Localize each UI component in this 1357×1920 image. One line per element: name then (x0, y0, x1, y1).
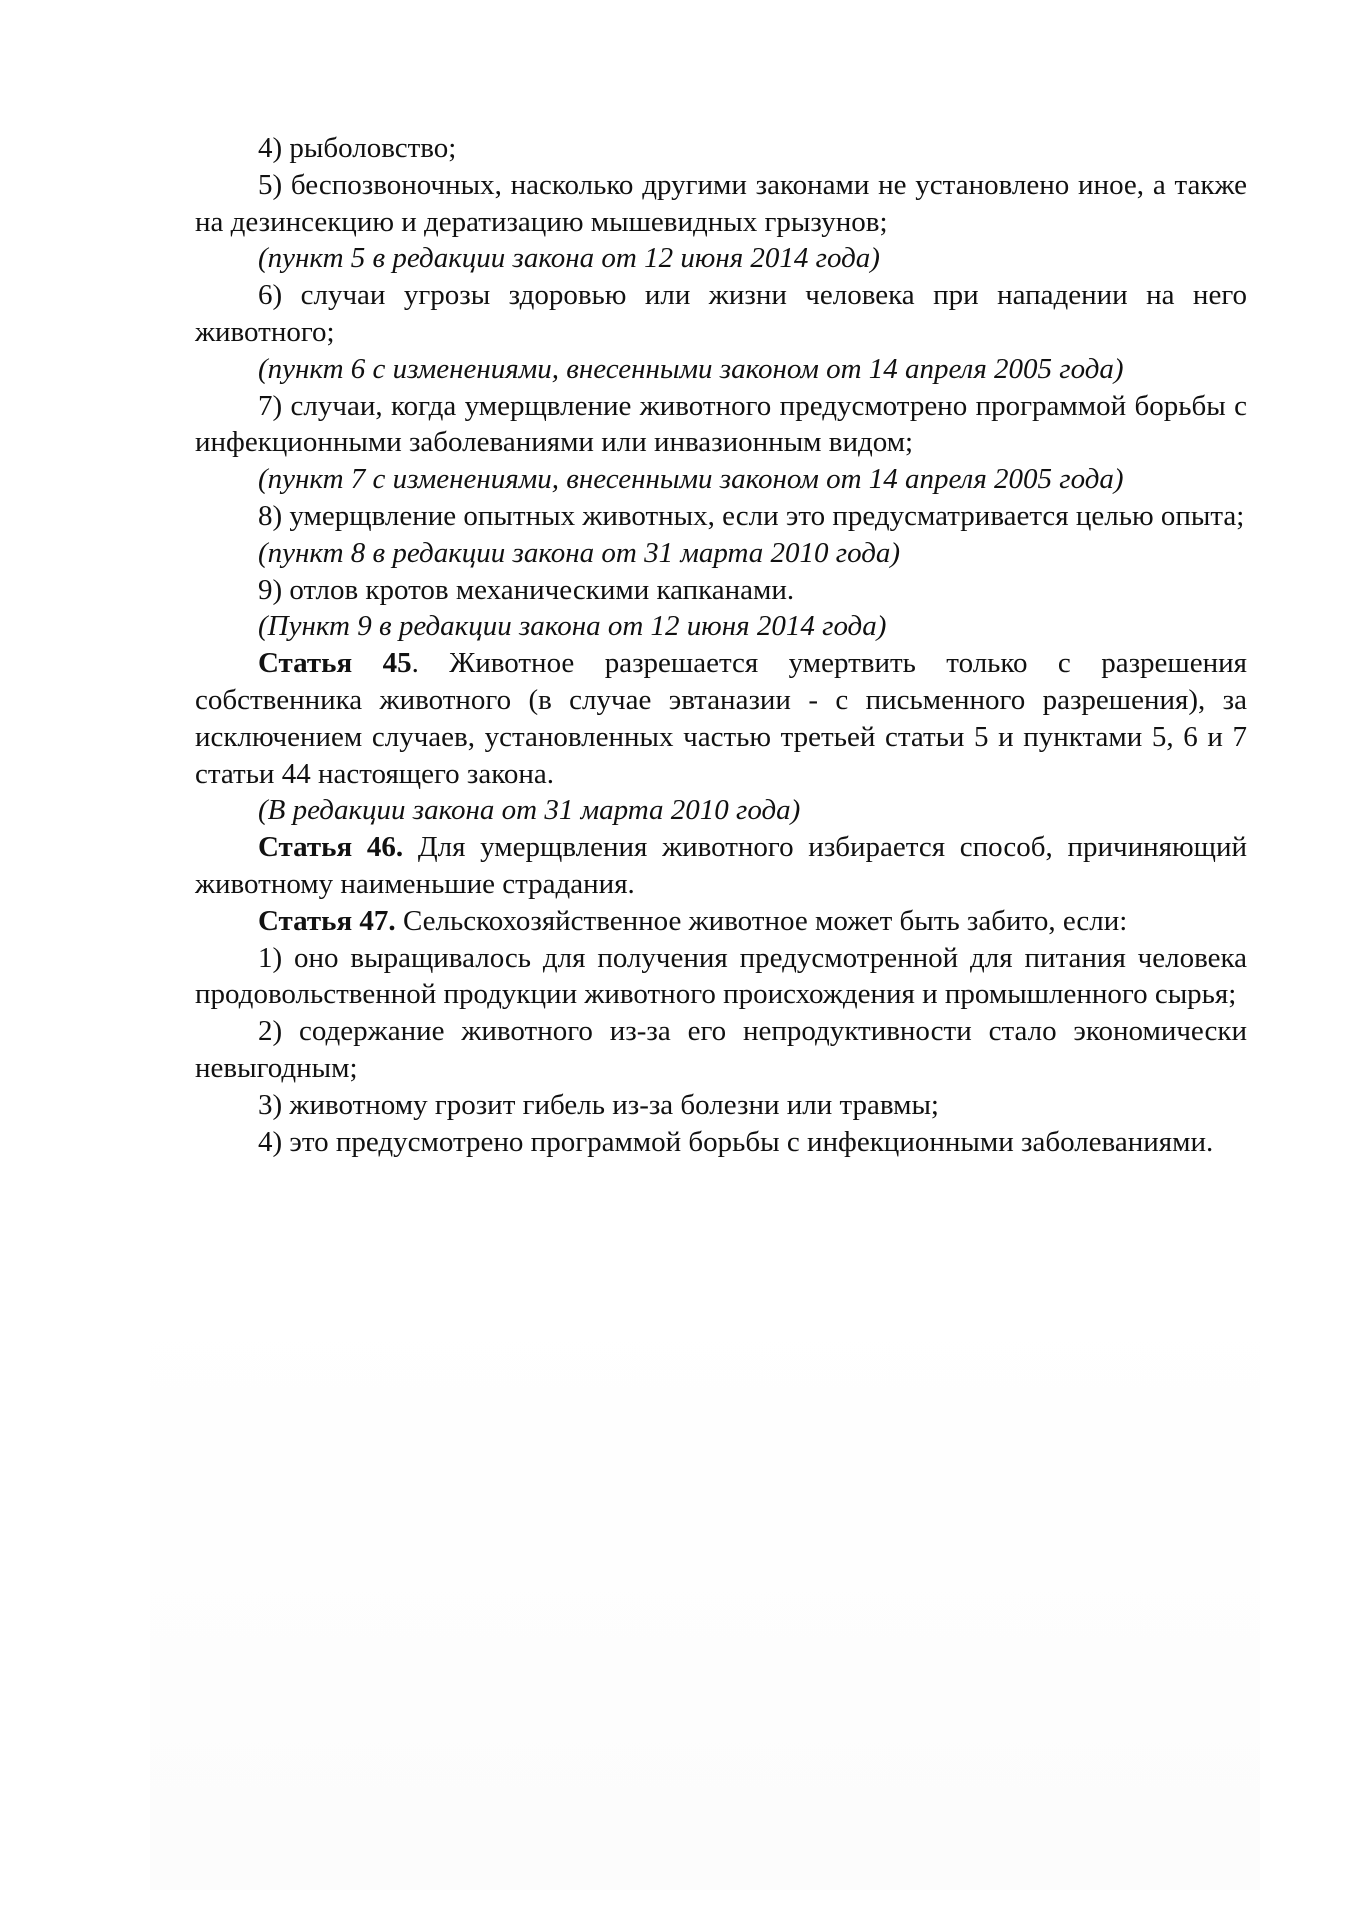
article-47-text: Сельскохозяйственное животное может быть забито, если: (395, 904, 1128, 937)
article-46-text: Для умерщвления животного избирается способ, причиняющий животному наименьшие страдания. (195, 831, 1247, 900)
note-item-8: (пункт 8 в редакции закона от 31 марта 2010 года) (258, 536, 901, 569)
item-4-fishing: 4) рыболовство; (258, 132, 457, 164)
article-45 (195, 645, 1247, 792)
article-47-item-3: 3) животному грозит гибель из-за болезни или травмы; (258, 1088, 939, 1121)
article-47-item-2: 2) содержание животного из-за его непродуктивности стало экономически невыгодным; (195, 1015, 1247, 1084)
note-item-5: (пункт 5 в редакции закона от 12 июня 2014 года) (258, 242, 880, 275)
article-47-item-1: 1) оно выращивалось для получения предусмотренной для питания человека продовольственной продукции животного происхождения и промышленного сырья; (195, 941, 1247, 1011)
item-9-moles: 9) отлов кротов механическими капканами. (258, 573, 795, 606)
scan-background (150, 1290, 1260, 1890)
article-45-text: . Животное разрешается умертвить только с разрешения собственника животного (в случае эвтаназии - с письменного разрешения), за исключением случаев, установленных частью третьей статьи 5 и пунктами 5, 6 и 7 статьи 44 настоящего закона. (195, 647, 1247, 790)
article-47 (195, 903, 1247, 940)
article-46-heading: Статья 46. (258, 831, 404, 864)
note-item-6: (пункт 6 с изменениями, внесенными законом от 14 апреля 2005 года) (258, 352, 1124, 385)
item-6-threat: 6) случаи угрозы здоровью или жизни человека при нападении на него животного; (195, 279, 1247, 348)
note-article-45: (В редакции закона от 31 марта 2010 года) (258, 794, 801, 827)
article-45-heading: Статья 45 (258, 647, 412, 680)
item-7-program: 7) случаи, когда умерщвление животного предусмотрено программой борьбы с инфекционными заболеваниями или инвазионным видом; (195, 389, 1247, 459)
document-page (195, 130, 1247, 1160)
item-5-invertebrates: 5) беспозвоночных, насколько другими законами не установлено иное, а также на дезинсекцию и дератизацию мышевидных грызунов; (195, 168, 1247, 238)
article-46 (195, 829, 1247, 903)
article-47-heading: Статья 47. (258, 904, 396, 937)
item-8-experiments: 8) умерщвление опытных животных, если это предусматривается целью опыта; (258, 499, 1245, 532)
article-47-item-4: 4) это предусмотрено программой борьбы с инфекционными заболеваниями. (258, 1125, 1214, 1158)
note-item-9: (Пункт 9 в редакции закона от 12 июня 2014 года) (258, 610, 887, 643)
note-item-7: (пункт 7 с изменениями, внесенными законом от 14 апреля 2005 года) (258, 463, 1124, 496)
